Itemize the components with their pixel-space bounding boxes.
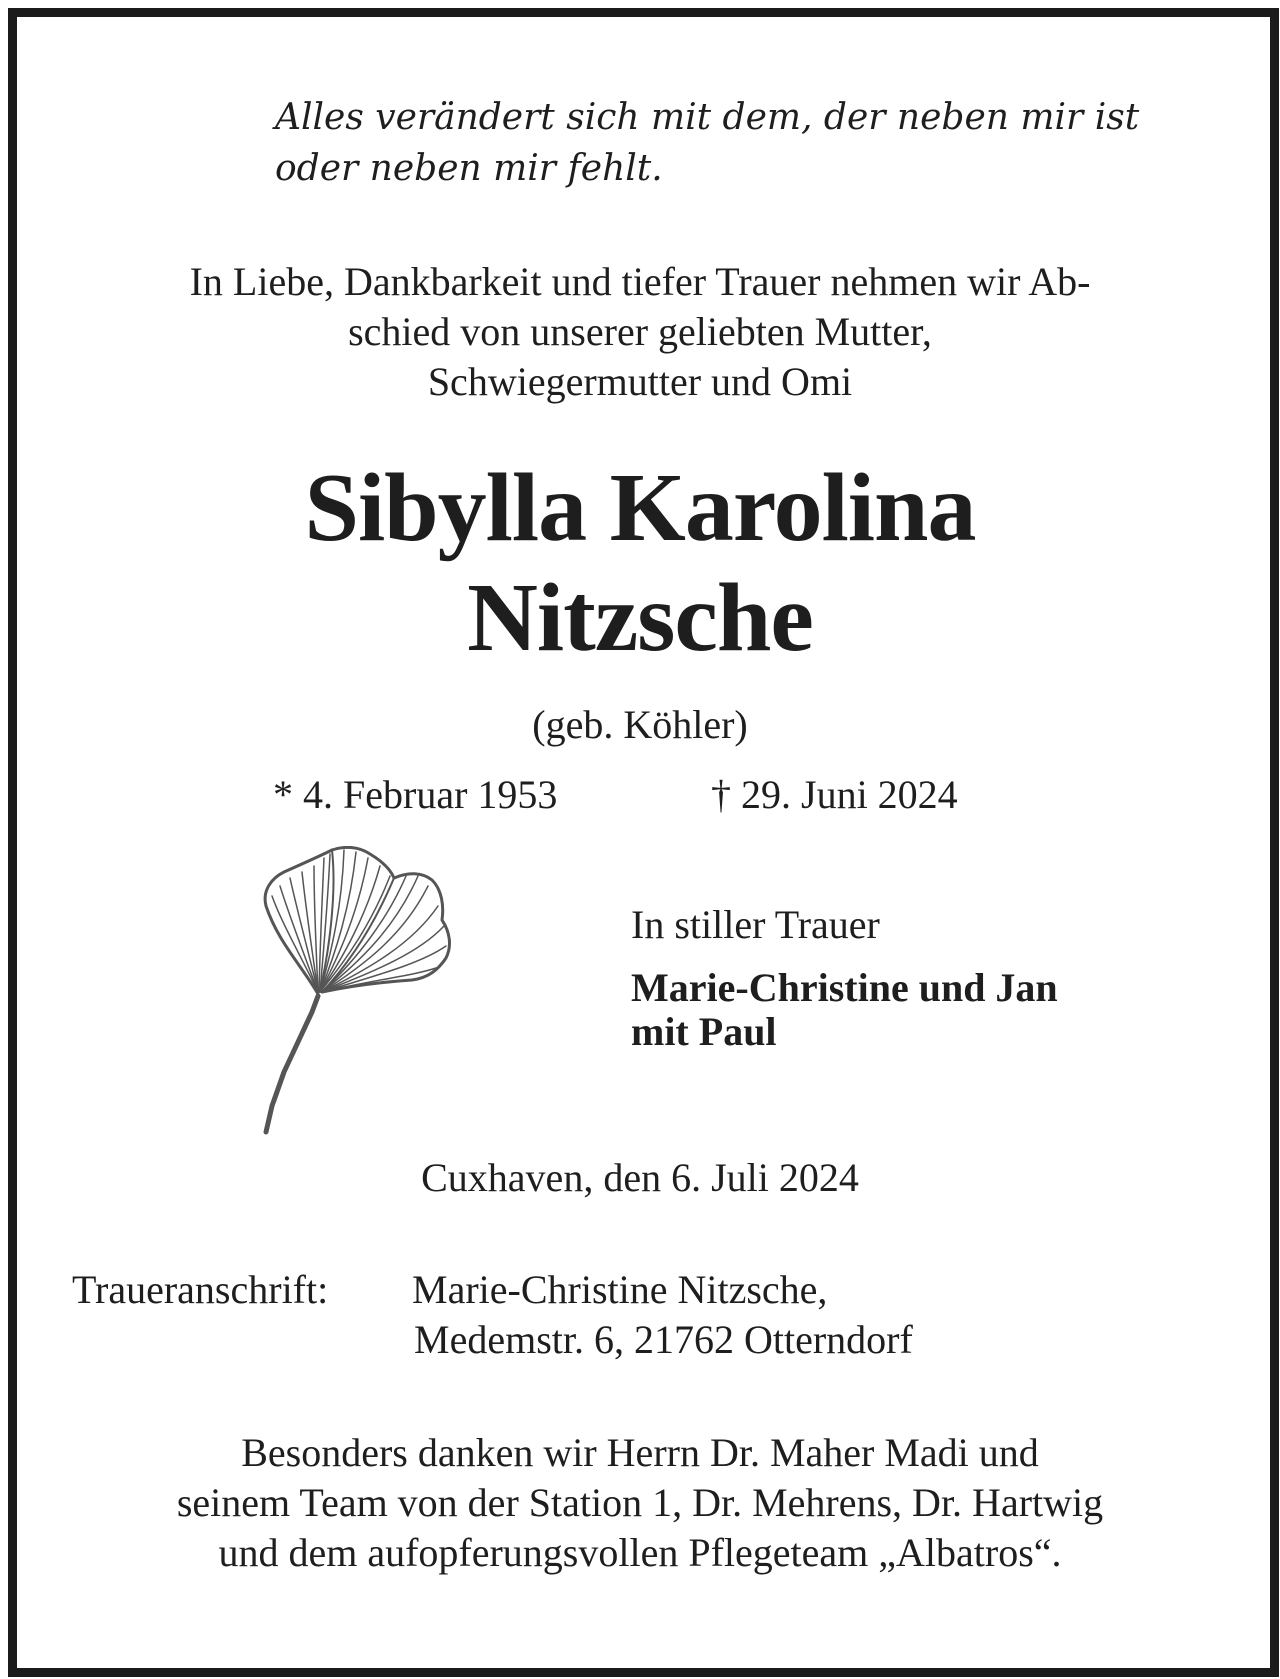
mourners-names [631, 966, 1231, 1054]
epigraph-quote [275, 92, 1235, 194]
ginkgo-leaf-icon [262, 846, 470, 1136]
birth-date: * 4. Februar 1953 [273, 772, 558, 817]
intro-line: schied von unserer geliebten Mutter, [348, 309, 932, 354]
address-line: Marie-Christine Nitzsche, [412, 1267, 828, 1312]
thanks-line: seinem Team von der Station 1, Dr. Mehrens, Dr. Hartwig [176, 1480, 1104, 1525]
quote-line: Alles verändert sich mit dem, der neben mir ist [275, 97, 1140, 138]
name-line: Sibylla Karolina [304, 454, 976, 562]
death-date: † 29. Juni 2024 [711, 772, 958, 817]
mourners-name-line: mit Paul [631, 1009, 777, 1054]
thanks-note [40, 1428, 1240, 1578]
address-line: Medemstr. 6, 21762 Otterndorf [414, 1317, 913, 1362]
address-label: Traueranschrift: [72, 1267, 329, 1312]
farewell-intro [40, 257, 1240, 407]
mourners-block [631, 900, 1231, 1054]
deceased-name [40, 453, 1240, 673]
place-and-date: Cuxhaven, den 6. Juli 2024 [421, 1155, 859, 1200]
intro-line: Schwiegermutter und Omi [427, 359, 853, 404]
intro-line: In Liebe, Dankbarkeit und tiefer Trauer nehmen wir Ab- [189, 259, 1091, 304]
thanks-line: und dem aufopferungsvollen Pflegeteam „Albatros“. [218, 1530, 1062, 1575]
birth-name: (geb. Köhler) [532, 702, 748, 747]
mourners-name-line: Marie-Christine und Jan [631, 965, 1058, 1010]
quote-line: oder neben mir fehlt. [275, 148, 663, 189]
mourners-intro: In stiller Trauer [631, 902, 880, 947]
name-line: Nitzsche [467, 564, 813, 672]
thanks-line: Besonders danken wir Herrn Dr. Maher Madi und [241, 1430, 1039, 1475]
